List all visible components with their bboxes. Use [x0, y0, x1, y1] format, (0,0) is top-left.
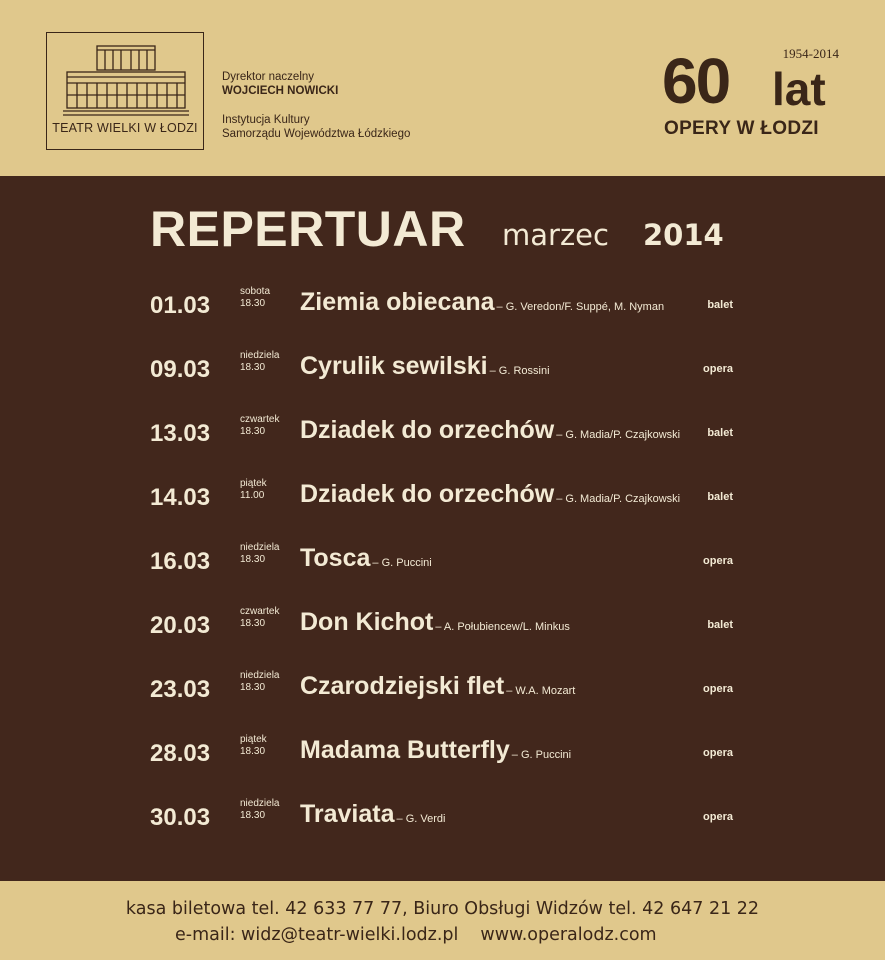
- performance-time: 18.30: [240, 298, 266, 309]
- performance-time: 11.00: [240, 490, 265, 501]
- performance-weekday: czwartek: [240, 414, 280, 425]
- performance-date: 30.03: [150, 804, 211, 831]
- performance-time: 18.30: [240, 618, 266, 629]
- performance-row: [0, 668, 885, 708]
- performance-work: [300, 800, 445, 829]
- performance-work: [300, 352, 550, 381]
- performance-genre: opera: [703, 683, 733, 695]
- performance-row: [0, 796, 885, 836]
- performance-weekday: niedziela: [240, 670, 280, 681]
- performance-day: [240, 478, 267, 502]
- performance-authors: – G. Veredon/F. Suppé, M. Nyman: [496, 301, 665, 313]
- performance-authors: – G. Verdi: [396, 813, 446, 825]
- performance-title: Dziadek do orzechów: [300, 416, 555, 444]
- performance-weekday: sobota: [240, 286, 271, 297]
- performance-authors: – A. Połubiencew/L. Minkus: [435, 621, 570, 633]
- performance-authors: – G. Puccini: [372, 557, 432, 569]
- anniversary-word: lat: [772, 63, 826, 115]
- performance-genre: opera: [703, 363, 733, 375]
- performance-weekday: piątek: [240, 734, 267, 745]
- performance-genre: opera: [703, 555, 733, 567]
- performance-genre: balet: [707, 491, 733, 503]
- performance-time: 18.30: [240, 810, 266, 821]
- performance-day: [240, 286, 270, 310]
- performance-genre: balet: [707, 427, 733, 439]
- performance-row: [0, 476, 885, 516]
- footer: [0, 881, 885, 960]
- performance-authors: – G. Madia/P. Czajkowski: [556, 493, 681, 505]
- performance-day: [240, 670, 279, 694]
- performance-weekday: piątek: [240, 478, 267, 489]
- performance-date: 14.03: [150, 484, 211, 511]
- page-title: REPERTUAR: [150, 201, 466, 257]
- performance-time: 18.30: [240, 746, 266, 757]
- performance-date: 28.03: [150, 740, 211, 767]
- performance-work: [300, 480, 680, 509]
- performance-day: [240, 542, 279, 566]
- performance-authors: – G. Madia/P. Czajkowski: [556, 429, 681, 441]
- performance-authors: – G. Puccini: [511, 749, 572, 761]
- performance-time: 18.30: [240, 554, 266, 565]
- performance-day: [240, 798, 279, 822]
- performance-work: [300, 608, 570, 637]
- director-name: WOJCIECH NOWICKI: [222, 85, 339, 97]
- anniversary-badge: [660, 44, 845, 144]
- performance-weekday: niedziela: [240, 542, 280, 553]
- performance-date: 01.03: [150, 292, 211, 319]
- anniversary-subtitle: OPERY W ŁODZI: [664, 118, 819, 139]
- performance-genre: opera: [703, 747, 733, 759]
- performance-day: [240, 734, 267, 758]
- performance-row: [0, 284, 885, 324]
- performance-title: Dziadek do orzechów: [300, 480, 555, 508]
- performance-authors: – G. Rossini: [489, 365, 550, 377]
- performance-time: 18.30: [240, 682, 266, 693]
- performance-row: [0, 604, 885, 644]
- month-label: marzec: [502, 218, 609, 252]
- performance-title: Czarodziejski flet: [300, 672, 505, 700]
- performance-time: 18.30: [240, 362, 266, 373]
- performance-weekday: niedziela: [240, 350, 280, 361]
- performance-authors: – W.A. Mozart: [506, 685, 576, 697]
- performance-genre: opera: [703, 811, 733, 823]
- performance-weekday: niedziela: [240, 798, 280, 809]
- performance-genre: balet: [707, 299, 733, 311]
- repertoire-panel: [0, 176, 885, 881]
- performance-row: [0, 412, 885, 452]
- performance-row: [0, 732, 885, 772]
- website-link[interactable]: www.operalodz.com: [480, 925, 657, 945]
- performance-title: Cyrulik sewilski: [300, 352, 488, 380]
- anniversary-years: 1954-2014: [782, 46, 839, 61]
- performance-title: Tosca: [300, 544, 371, 572]
- performance-date: 09.03: [150, 356, 211, 383]
- performance-work: [300, 288, 664, 317]
- performance-title: Traviata: [300, 800, 395, 828]
- director-block: [222, 70, 338, 98]
- performance-work: [300, 544, 432, 573]
- performance-row: [0, 540, 885, 580]
- performance-title: Don Kichot: [300, 608, 434, 636]
- logo-text: TEATR WIELKI W ŁODZI: [52, 121, 198, 135]
- performance-row: [0, 348, 885, 388]
- performance-time: 18.30: [240, 426, 266, 437]
- performance-genre: balet: [707, 619, 733, 631]
- performance-work: [300, 416, 680, 445]
- footer-contact-line: [175, 925, 657, 945]
- performance-date: 20.03: [150, 612, 211, 639]
- ticket-office-phones: kasa biletowa tel. 42 633 77 77, Biuro Obsługi Widzów tel. 42 647 21 22: [125, 899, 760, 919]
- performance-title: Ziemia obiecana: [300, 288, 495, 316]
- director-role: Dyrektor naczelny: [222, 71, 315, 83]
- theatre-building-icon: [63, 43, 189, 119]
- performance-day: [240, 414, 279, 438]
- performance-day: [240, 350, 279, 374]
- anniversary-number: 60: [662, 45, 730, 117]
- year-label: 2014: [643, 218, 724, 252]
- performance-weekday: czwartek: [240, 606, 280, 617]
- performance-date: 16.03: [150, 548, 211, 575]
- header: [0, 0, 885, 176]
- institution-line2: Samorządu Województwa Łódzkiego: [222, 128, 411, 140]
- performance-work: [300, 672, 575, 701]
- institution-block: [222, 113, 410, 141]
- performance-day: [240, 606, 279, 630]
- email-link[interactable]: e-mail: widz@teatr-wielki.lodz.pl: [175, 925, 459, 945]
- performance-date: 13.03: [150, 420, 211, 447]
- performance-work: [300, 736, 571, 765]
- performance-title: Madama Butterfly: [300, 736, 510, 764]
- performance-date: 23.03: [150, 676, 211, 703]
- theatre-logo: [46, 32, 204, 150]
- institution-line1: Instytucja Kultury: [222, 114, 310, 126]
